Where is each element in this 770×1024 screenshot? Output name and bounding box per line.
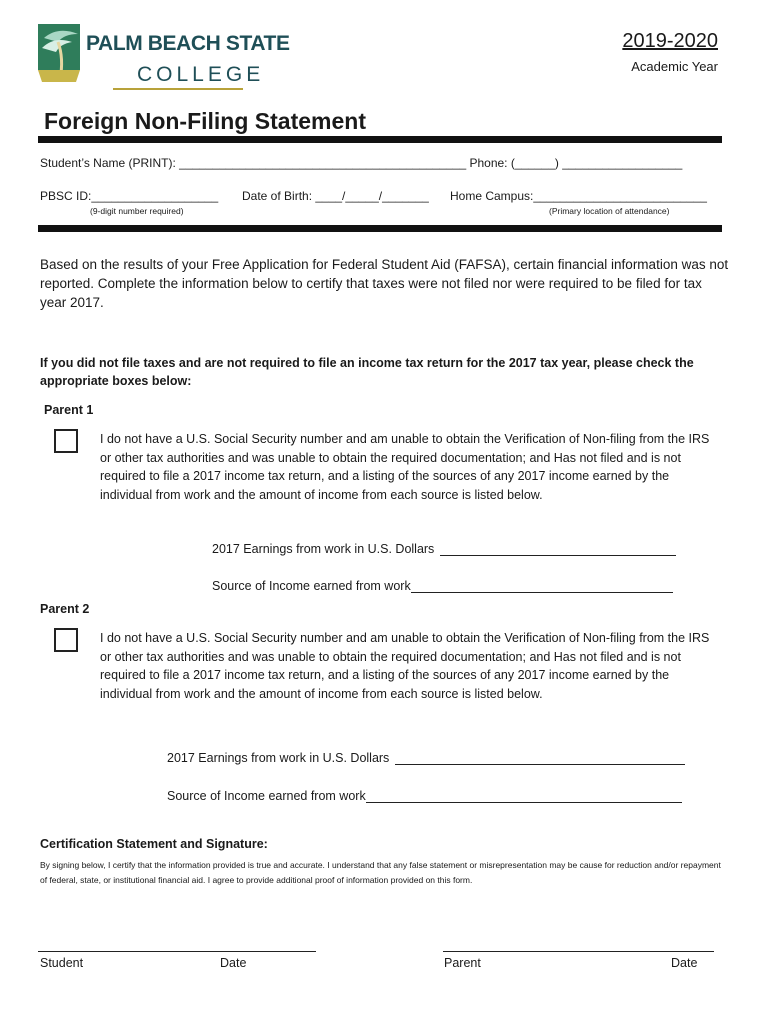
page-title: Foreign Non-Filing Statement	[44, 108, 366, 134]
parent-1-source-field[interactable]	[212, 579, 673, 593]
date-of-birth-field[interactable]: Date of Birth: ____/_____/_______	[242, 189, 429, 203]
instruction-paragraph: If you did not file taxes and are not required to file an income tax return for the 2017 tax year, please check the appropriate boxes below:	[40, 356, 694, 388]
parent-1-checkbox[interactable]	[54, 429, 78, 453]
certification-heading: Certification Statement and Signature:	[40, 837, 268, 851]
parent-2-earnings-field[interactable]	[167, 751, 685, 765]
home-campus-note: (Primary location of attendance)	[549, 206, 670, 216]
certification-body: By signing below, I certify that the information provided is true and accurate. I understand that any false statement or misrepresentation may be cause for reduction and/or repayment of federal, state, or institutional financial aid. I agree to provide additional proof of information provided on this form.	[40, 860, 721, 885]
parent-2-source-label: Source of Income earned from work	[167, 789, 366, 803]
parent-signature-label: Parent	[444, 956, 481, 970]
parent-1-earnings-line	[440, 542, 676, 556]
logo-college-text: COLLEGE	[137, 63, 265, 86]
parent-2-source-field[interactable]	[167, 789, 682, 803]
logo-underline	[113, 88, 243, 90]
parent-2-statement: I do not have a U.S. Social Security number and am unable to obtain the Verification of Non-filing from the IRS or other tax authorities and was unable to obtain the required documentation; and Has not filed and is not required to file a 2017 income tax return, and a listing of the sources of any 2017 income earned by the individual from work and the amount of income from each source is listed below.	[100, 631, 710, 701]
student-name-phone-field[interactable]: Student’s Name (PRINT): ___________________________________________ Phone: (______) __________________	[40, 156, 683, 170]
parent-2-earnings-label: 2017 Earnings from work in U.S. Dollars	[167, 751, 390, 765]
parent-1-source-line	[411, 579, 673, 593]
parent-1-earnings-field[interactable]	[212, 542, 676, 556]
parent-2-checkbox[interactable]	[54, 628, 78, 652]
academic-year-label: Academic Year	[631, 59, 718, 74]
student-signature-label: Student	[40, 956, 84, 970]
academic-year-value: 2019-2020	[622, 30, 718, 52]
parent-signature-line[interactable]	[443, 951, 714, 952]
parent-2-earnings-line	[395, 751, 685, 765]
student-signature-line[interactable]	[38, 951, 316, 952]
pbsc-id-field[interactable]: PBSC ID:___________________	[40, 189, 219, 203]
info-divider	[38, 225, 722, 232]
parent-2-source-line	[366, 789, 682, 803]
home-campus-field[interactable]: Home Campus:__________________________	[450, 189, 707, 203]
palm-tree-icon	[38, 24, 86, 86]
pbsc-id-note: (9-digit number required)	[90, 206, 184, 216]
student-date-label: Date	[220, 956, 247, 970]
title-divider	[38, 136, 722, 143]
parent-2-label: Parent 2	[40, 602, 90, 616]
parent-date-label: Date	[671, 956, 698, 970]
parent-1-statement: I do not have a U.S. Social Security number and am unable to obtain the Verification of Non-filing from the IRS or other tax authorities and was unable to obtain the required documentation; and Has not filed and is not required to file a 2017 income tax return, and a listing of the sources of any 2017 income earned by the individual from work and the amount of income from each source is listed below.	[100, 432, 710, 502]
intro-paragraph: Based on the results of your Free Application for Federal Student Aid (FAFSA), certain financial information was not reported. Complete the information below to certify that taxes were not filed nor were required to be filed for tax year 2017.	[40, 257, 729, 310]
logo-wordmark: PALM BEACH STATE	[86, 32, 290, 55]
parent-1-source-label: Source of Income earned from work	[212, 579, 411, 593]
parent-1-earnings-label: 2017 Earnings from work in U.S. Dollars	[212, 542, 435, 556]
parent-1-label: Parent 1	[44, 403, 94, 417]
